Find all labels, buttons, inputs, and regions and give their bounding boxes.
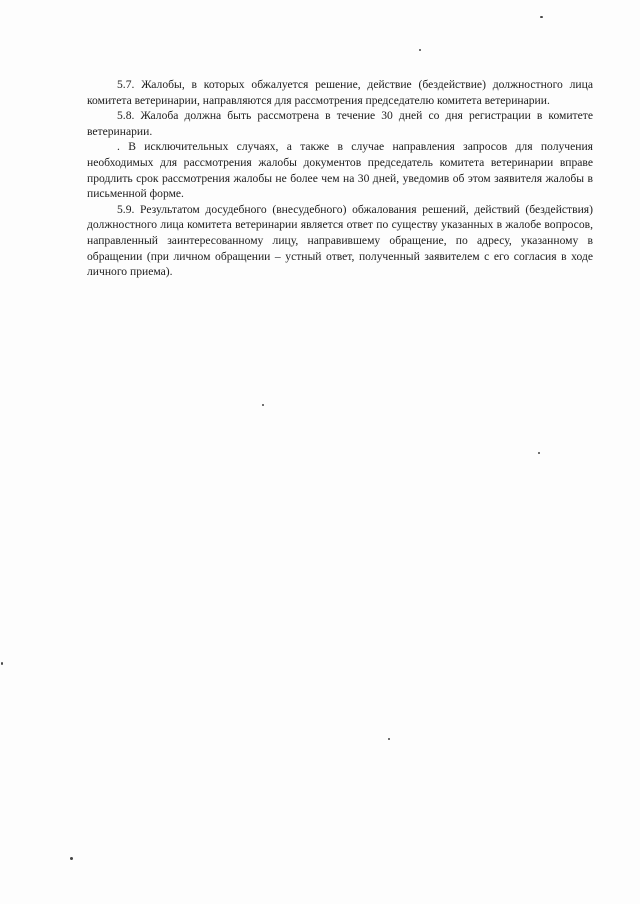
scan-speck: [419, 49, 421, 51]
scan-speck: [540, 16, 543, 18]
scan-speck: [388, 738, 390, 740]
paragraph-5-7: 5.7. Жалобы, в которых обжалуется решение, действие (бездействие) должностного лица комитета ветеринарии, направляются для рассмотрения председателю комитета ветеринарии.: [87, 78, 593, 107]
scan-speck: [262, 404, 264, 406]
document-body: [87, 77, 593, 280]
scan-speck: [538, 452, 540, 454]
scan-speck: [70, 857, 73, 860]
paragraph-5-8-extension: . В исключительных случаях, а также в случае направления запросов для получения необходимых для рассмотрения жалобы документов председатель комитета ветеринарии вправе продлить срок рассмотрения жалобы не более чем на 30 дней, уведомив об этом заявителя жалобы в письменной форме.: [87, 140, 593, 201]
scan-speck: [1, 662, 3, 665]
paragraph-5-9: 5.9. Результатом досудебного (внесудебного) обжалования решений, действий (бездействия) должностного лица комитета ветеринарии является ответ по существу указанных в жалобе вопросов, направленный заинтересованному лицу, направившему обращение, по адресу, указанному в обращении (при личном обращении – устный ответ, полученный заявителем с его согласия в ходе личного приема).: [87, 202, 593, 279]
paragraph-5-8: 5.8. Жалоба должна быть рассмотрена в течение 30 дней со дня регистрации в комитете ветеринарии.: [87, 109, 593, 138]
